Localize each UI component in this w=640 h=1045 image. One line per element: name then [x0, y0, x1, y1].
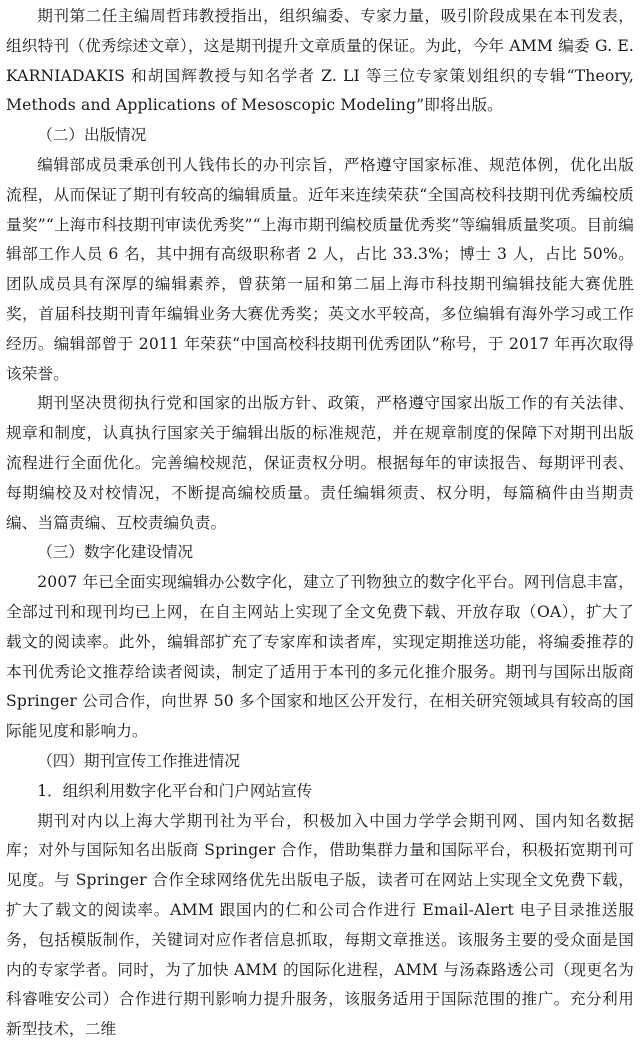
subsection-heading-portal: 1．组织利用数字化平台和门户网站宣传	[37, 781, 313, 800]
paragraph-promotion: 期刊对内以上海大学期刊社为平台，积极加入中国力学学会期刊网、国内知名数据库；对外与国际知名出版商 Springer 合作，借助集群力量和国际平台，积极拓宽期刊可见度。与 Springer 合作全球网络优先出版电子版，读者可在网站上实现全文免费下载，扩大了载文的阅读率。AMM 跟国内的仁和公司合作进行 Email-Alert 电子目录推送服务，包括模版制作，关键词对应作者信息抓取，每期文章推送。该服务主要的受众面是国内的专家学者。同时，为了加快 AMM 的国际化进程，AMM 与汤森路透公司（现更名为科睿唯安公司）合作进行期刊影响力提升服务，该服务适用于国际范围的推广。充分利用新型技术，二维	[6, 811, 634, 1039]
document-page	[6, 2, 634, 1045]
section-heading-digitalization: （三）数字化建设情况	[37, 543, 194, 562]
paragraph-digital-platform: 2007 年已全面实现编辑办公数字化，建立了刊物独立的数字化平台。网刊信息丰富，全部过刊和现刊均已上网，在自主网站上实现了全文免费下载、开放存取（OA），扩大了载文的阅读率。此外，编辑部扩充了专家库和读者库，实现定期推送功能，将编委推荐的本刊优秀论文推荐给读者阅读，制定了适用于本刊的多元化推介服务。期刊与国际出版商 Springer 公司合作，向世界 50 多个国家和地区公开发行，在相关研究领域具有较高的国际能见度和影响力。	[6, 573, 634, 741]
section-heading-promotion: （四）期刊宣传工作推进情况	[37, 751, 240, 770]
paragraph-special-issue: 期刊第二任主编周哲玮教授指出，组织编委、专家力量，吸引阶段成果在本刊发表，组织特刊（优秀综述文章），这是期刊提升文章质量的保证。为此，今年 AMM 编委 G. E. KARNIADAKIS 和胡国辉教授与知名学者 Z. LI 等三位专家策划组织的专辑“Theory, Methods and Applications of Mesoscopic Modeling”即将出版。	[6, 7, 634, 115]
section-heading-publishing: （二）出版情况	[37, 126, 147, 145]
paragraph-editorial-team: 编辑部成员秉承创刊人钱伟长的办刊宗旨，严格遵守国家标准、规范体例，优化出版流程，从而保证了期刊有较高的编辑质量。近年来连续荣获“全国高校科技期刊优秀编校质量奖”“上海市科技期刊审读优秀奖”“上海市期刊编校质量优秀奖”等编辑质量奖项。目前编辑部工作人员 6 名，其中拥有高级职称者 2 人，占比 33.3%；博士 3 人，占比 50%。团队成员具有深厚的编辑素养，曾获第一届和第二届上海市科技期刊编辑技能大赛优胜奖，首届科技期刊青年编辑业务大赛优秀奖；英文水平较高，多位编辑有海外学习或工作经历。编辑部曾于 2011 年荣获“中国高校科技期刊优秀团队”称号，于 2017 年再次取得该荣誉。	[6, 155, 634, 383]
paragraph-regulations: 期刊坚决贯彻执行党和国家的出版方针、政策，严格遵守国家出版工作的有关法律、规章和制度，认真执行国家关于编辑出版的标准规范，并在规章制度的保障下对期刊出版流程进行全面优化。完善编校规范，保证责权分明。根据每年的审读报告、每期评刊表、每期编校及对校情况，不断提高编校质量。责任编辑须责、权分明，每篇稿件由当期责编、当篇责编、互校责编负责。	[6, 394, 634, 532]
